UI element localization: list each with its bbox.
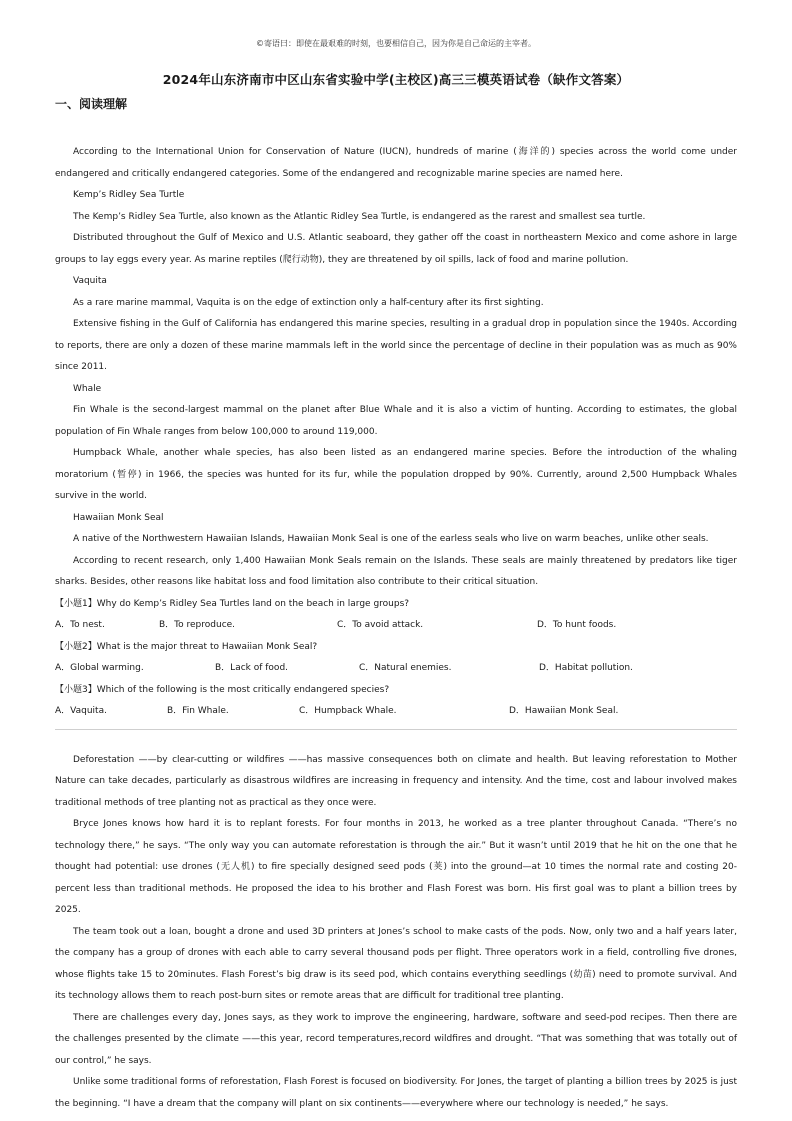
- passage1-intro: According to the International Union for Conservation of Nature (IUCN), hundreds of marine (海洋的) species across the world come under endangered and critically endangered categories. Some of the endangered and recognizable marine species are named here.: [55, 147, 737, 179]
- answer-option[interactable]: D．To hunt foods.: [537, 620, 617, 630]
- passage2-paragraph: Deforestation ——by clear-cutting or wildfires ——has massive consequences both on climate and health. But leaving reforestation to Mother Nature can take decades, particularly as disastrous wildfires are increasing in frequency and intensity. And the time, cost and labour involved makes traditional methods of tree planting not as practical as they once were.: [55, 754, 737, 808]
- section-divider: [55, 729, 737, 730]
- passage1-subheading-seal: Hawaiian Monk Seal: [73, 512, 164, 523]
- passage2-paragraph: The team took out a loan, bought a drone and used 3D printers at Jones’s school to make casts of the pods. Now, only two and a half years later, the company has a group of drones with each able to carry several thousand pods per flight. Three operators work in a field, controlling five drones, whose flights take 15 to 20minutes. Flash Forest’s big draw is its seed pod, which contains everything seedlings (幼苗) need to promote survival. And its technology allows them to reach post-burn sites or remote areas that are difficult for traditional tree planting.: [55, 926, 737, 1001]
- passage1-paragraph: Fin Whale is the second-largest mammal on the planet after Blue Whale and it is also a victim of hunting. According to estimates, the global population of Fin Whale ranges from below 100,000 to around 119,000.: [55, 405, 737, 437]
- passage1-subheading-turtle: Kemp’s Ridley Sea Turtle: [73, 190, 185, 200]
- question-stem: 【小题1】Why do Kemp’s Ridley Sea Turtles land on the beach in large groups?: [55, 598, 410, 609]
- answer-options: [55, 658, 737, 680]
- answer-option[interactable]: C．Humpback Whale.: [299, 706, 397, 716]
- section-heading: 一、阅读理解: [55, 97, 128, 111]
- passage2-paragraph: Bryce Jones knows how hard it is to replant forests. For four months in 2013, he worked as a tree planter throughout Canada. “There’s no technology there,” he says. “The only way you can automate reforestation is through the air.” But it wasn’t until 2019 that he hit on the one that he thought had potential: use drones (无人机) to fire specially designed seed pods (荚) into the ground—at 10 times the normal rate and costing 20-percent less than traditional methods. He proposed the idea to his brother and Flash Forest was born. His first goal was to plant a billion trees by 2025.: [55, 819, 737, 915]
- document-body: [55, 142, 737, 1115]
- answer-option[interactable]: C．Natural enemies.: [359, 663, 452, 673]
- question-stem: 【小题3】Which of the following is the most critically endangered species?: [55, 684, 390, 695]
- passage1-subheading-vaquita: Vaquita: [73, 276, 107, 286]
- answer-options: [55, 615, 737, 637]
- answer-options: [55, 701, 737, 723]
- answer-option[interactable]: C．To avoid attack.: [337, 620, 424, 630]
- answer-option[interactable]: D．Habitat pollution.: [539, 663, 633, 673]
- answer-option[interactable]: A．Vaquita.: [55, 706, 107, 716]
- question-stem: 【小题2】What is the major threat to Hawaiian Monk Seal?: [55, 641, 318, 652]
- answer-option[interactable]: B．Fin Whale.: [167, 706, 229, 716]
- passage1-subheading-whale: Whale: [73, 383, 102, 394]
- passage2-paragraph: Unlike some traditional forms of reforestation, Flash Forest is focused on biodiversity. For Jones, the target of planting a billion trees by 2025 is just the beginning. “I have a dream that the company will plant on six continents——everywhere where our technology is needed,” he says.: [55, 1077, 737, 1109]
- passage1-paragraph: Extensive fishing in the Gulf of California has endangered this marine species, resulting in a gradual drop in population since the 1940s. According to reports, there are only a dozen of these marine mammals left in the world since the percentage of decline in their population was as much as 90% since 2011.: [55, 319, 737, 372]
- passage2-paragraph: There are challenges every day, Jones says, as they work to improve the engineering, hardware, software and seed-pod recipes. Then there are the challenges presented by the climate ——this year, record temperatures,record wildfires and drought. “That was something that was totally out of our control,” he says.: [55, 1012, 737, 1066]
- passage1-paragraph: The Kemp’s Ridley Sea Turtle, also known as the Atlantic Ridley Sea Turtle, is endangered as the rarest and smallest sea turtle.: [73, 211, 646, 222]
- answer-option[interactable]: B．Lack of food.: [215, 663, 289, 673]
- answer-option[interactable]: A．Global warming.: [55, 663, 144, 673]
- answer-option[interactable]: D．Hawaiian Monk Seal.: [509, 706, 619, 716]
- answer-option[interactable]: B．To reproduce.: [159, 620, 236, 630]
- passage1-paragraph: According to recent research, only 1,400 Hawaiian Monk Seals remain on the Islands. These seals are mainly threatened by predators like tiger sharks. Besides, other reasons like habitat loss and food limitation also contribute to their critical situation.: [55, 555, 737, 587]
- passage1-paragraph: Humpback Whale, another whale species, has also been listed as an endangered marine species. Before the introduction of the whaling moratorium (暂停) in 1966, the species was hunted for its fur, while the population dropped by 90%. Currently, around 2,500 Humpback Whales survive in the world.: [55, 448, 737, 501]
- passage1-paragraph: A native of the Northwestern Hawaiian Islands, Hawaiian Monk Seal is one of the earless seals who live on warm beaches, unlike other seals.: [73, 534, 709, 544]
- passage1-paragraph: As a rare marine mammal, Vaquita is on the edge of extinction only a half-century after its first sighting.: [73, 297, 544, 308]
- answer-option[interactable]: A．To nest.: [55, 620, 105, 630]
- page-title: 2024年山东济南市中区山东省实验中学(主校区)高三三模英语试卷（缺作文答案）: [162, 72, 630, 87]
- header-motto: ©寄语曰：即使在最艰难的时刻，也要相信自己，因为你是自己命运的主宰者。: [256, 39, 536, 48]
- passage1-paragraph: Distributed throughout the Gulf of Mexico and U.S. Atlantic seaboard, they gather off the coast in northeastern Mexico and come ashore in large groups to lay eggs every year. As marine reptiles (爬行动物), they are threatened by oil spills, lack of food and marine pollution.: [55, 233, 737, 265]
